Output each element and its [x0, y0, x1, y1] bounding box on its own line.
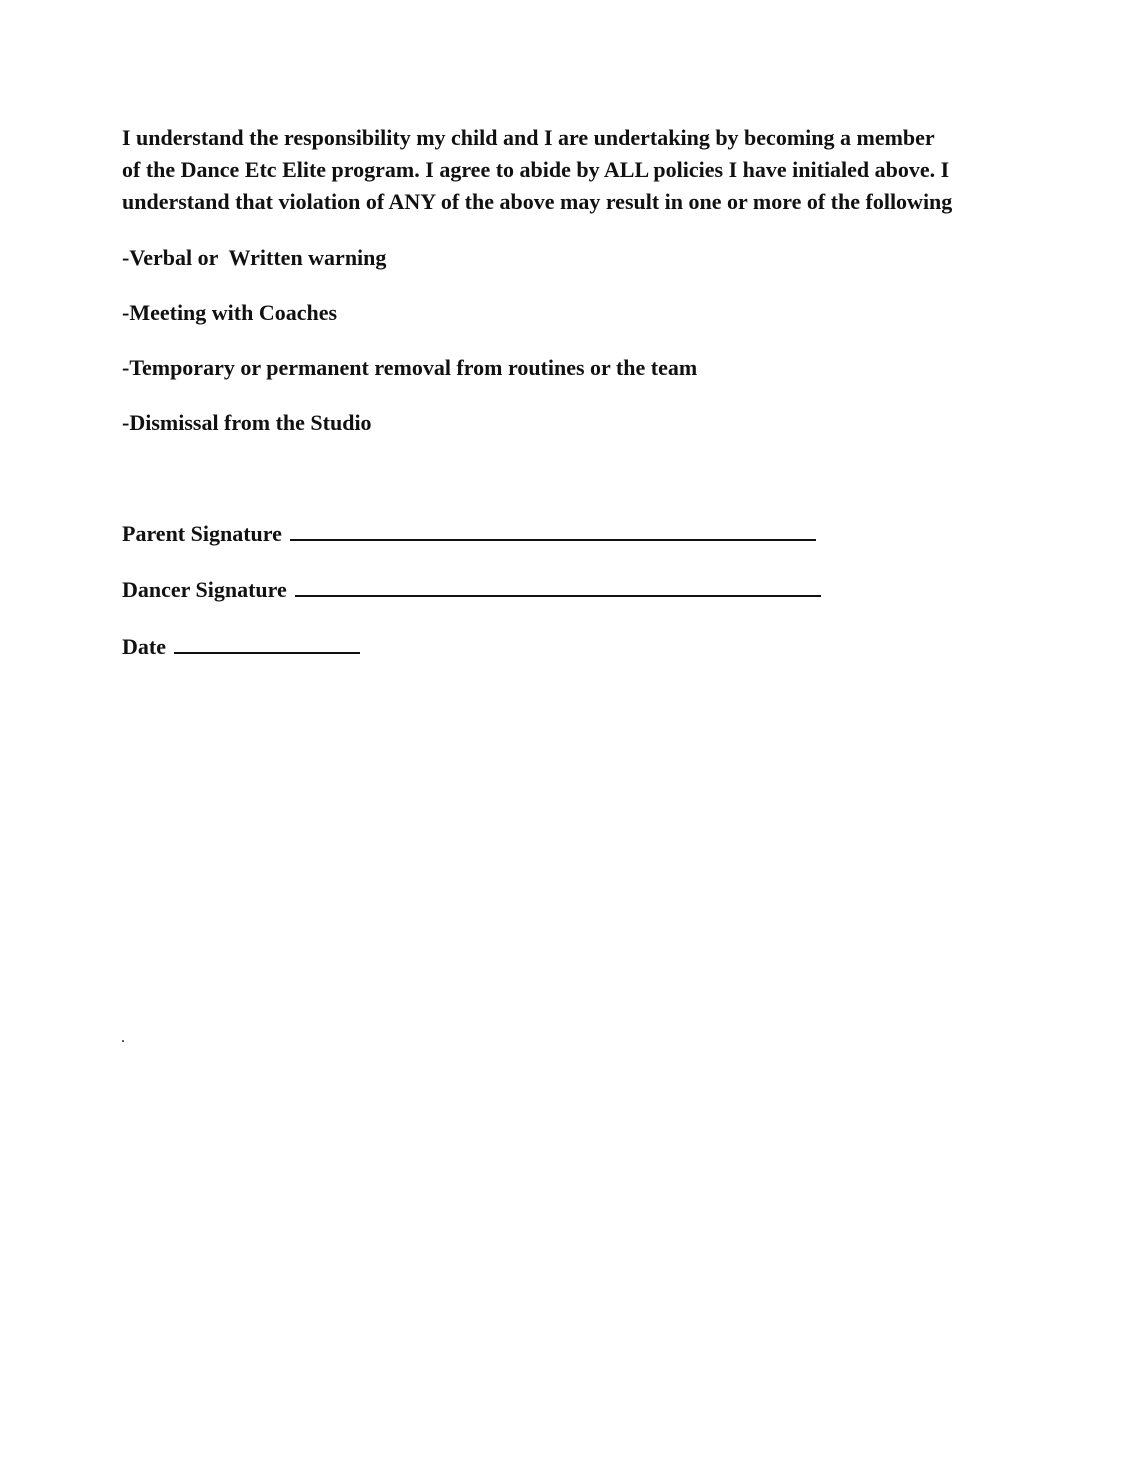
dancer-signature-label: Dancer Signature [122, 577, 287, 602]
consequence-dismissal-from-studio: -Dismissal from the Studio [122, 410, 372, 435]
consequence-removal-from-routines: -Temporary or permanent removal from routines or the team [122, 355, 698, 380]
agreement-line-1: I understand the responsibility my child and I are undertaking by becoming a member [122, 125, 935, 150]
agreement-content [122, 122, 1022, 663]
date-row [122, 630, 1022, 663]
dancer-signature-line[interactable] [295, 573, 821, 597]
consequence-meeting-with-coaches: -Meeting with Coaches [122, 300, 338, 325]
agreement-paragraph [122, 122, 1022, 218]
date-label: Date [122, 634, 166, 659]
parent-signature-row [122, 517, 1022, 550]
agreement-line-3: understand that violation of ANY of the above may result in one or more of the following [122, 189, 953, 214]
dancer-signature-row [122, 573, 1022, 606]
footer-mark: . [121, 1029, 125, 1046]
parent-signature-label: Parent Signature [122, 521, 282, 546]
parent-signature-line[interactable] [290, 517, 816, 541]
consequence-verbal-written-warning: -Verbal or Written warning [122, 245, 387, 270]
agreement-line-2: of the Dance Etc Elite program. I agree to abide by ALL policies I have initialed above. I [122, 157, 950, 182]
date-line[interactable] [174, 630, 360, 654]
